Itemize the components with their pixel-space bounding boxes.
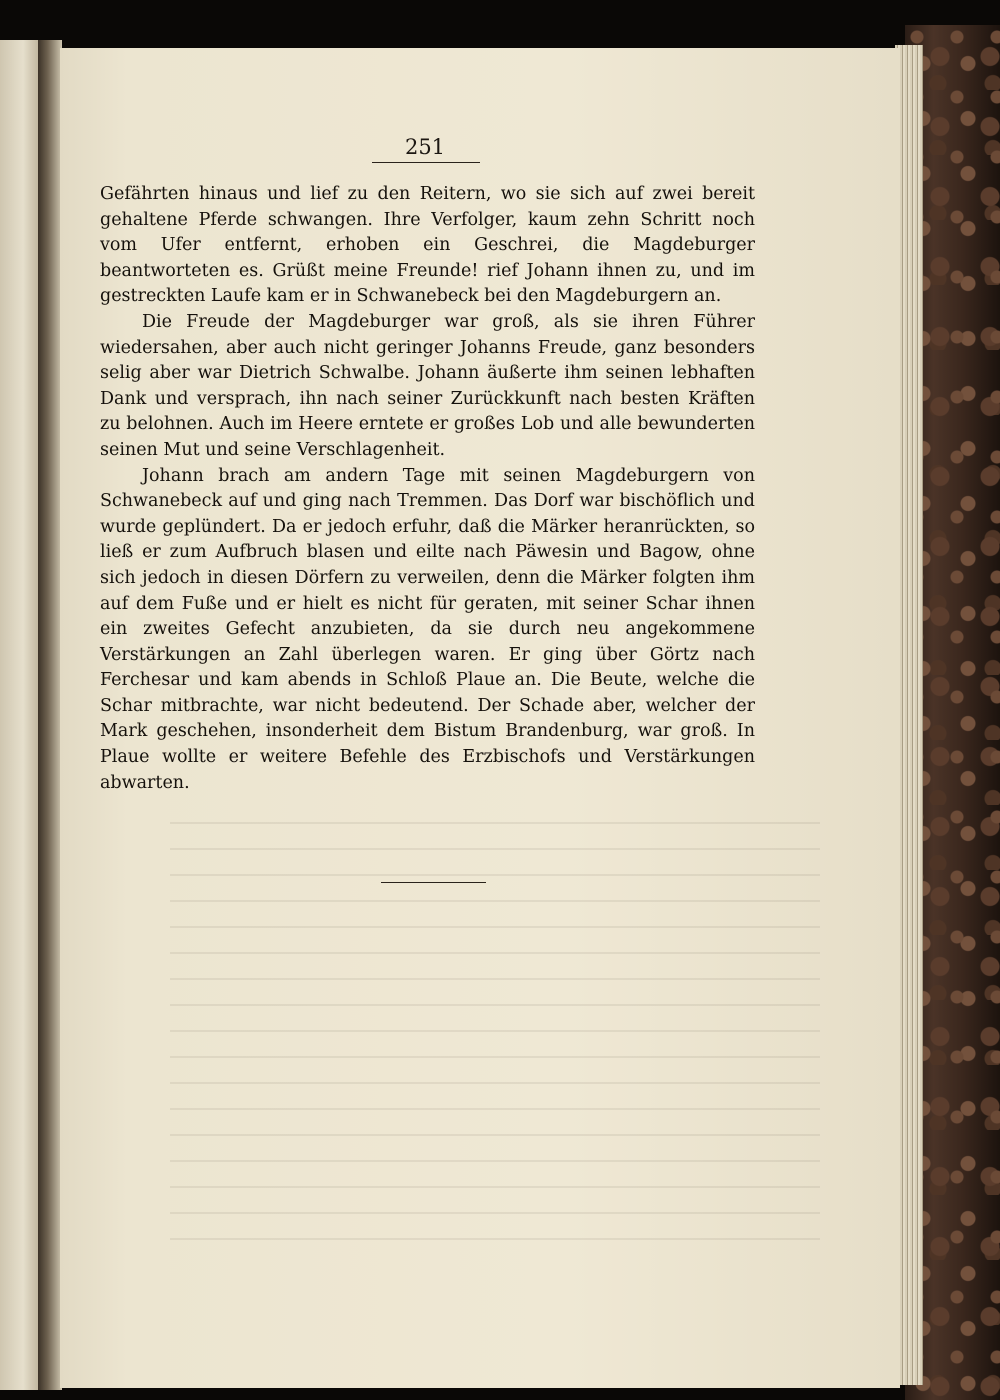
paragraph-2: Die Freude der Magdeburger war groß, als sie ihren Führer wiedersahen, aber auch nicht geringer Johanns Freude, ganz besonders selig aber war Dietrich Schwalbe. Johann äußerte ihm seinen lebhaften Dank und versprach, ihn nach seiner Zurückkunft nach besten Kräften zu belohnen. Auch im Heere erntete er großes Lob und alle bewunderten seinen Mut und seine Verschlagenheit. [100, 311, 755, 460]
paragraph-1: Gefährten hinaus und lief zu den Reitern, wo sie sich auf zwei bereit gehaltene Pferde schwangen. Ihre Verfolger, kaum zehn Schritt noch vom Ufer entfernt, erhoben ein Geschrei, die Magdeburger beantworteten es. Grüßt meine Freunde! rief Johann ihnen zu, und im gestreckten Laufe kam er in Schwanebeck bei den Magdeburgern an. [100, 184, 755, 307]
book-gutter [38, 40, 62, 1390]
paragraph-3: Johann brach am andern Tage mit seinen Magdeburgern von Schwanebeck auf und ging nach Tremmen. Das Dorf war bischöflich und wurde geplündert. Da er jedoch erfuhr, daß die Märker heranrückten, so ließ er zum Aufbruch blasen und eilte nach Päwesin und Bagow, ohne sich jedoch in diesen Dörfern zu verweilen, denn die Märker folgten ihm auf dem Fuße und er hielt es nicht für geraten, mit seiner Schar ihnen ein zweites Gefecht anzubieten, da sie durch neu angekommene Verstärkungen an Zahl überlegen waren. Er ging über Görtz nach Ferchesar und kam abends in Schloß Plaue an. Die Beute, welche die Schar mitbrachte, war nicht bedeutend. Der Schade aber, welcher der Mark geschehen, insonderheit dem Bistum Brandenburg, war groß. In Plaue wollte er weitere Befehle des Erzbischofs und Verstärkungen abwarten. [100, 465, 755, 793]
page-number: 251 [404, 135, 446, 159]
section-end-rule [381, 882, 486, 883]
reverse-side-show-through [170, 808, 820, 1258]
body-text [100, 182, 755, 796]
header-rule [372, 162, 480, 163]
previous-page-edge [0, 40, 42, 1390]
